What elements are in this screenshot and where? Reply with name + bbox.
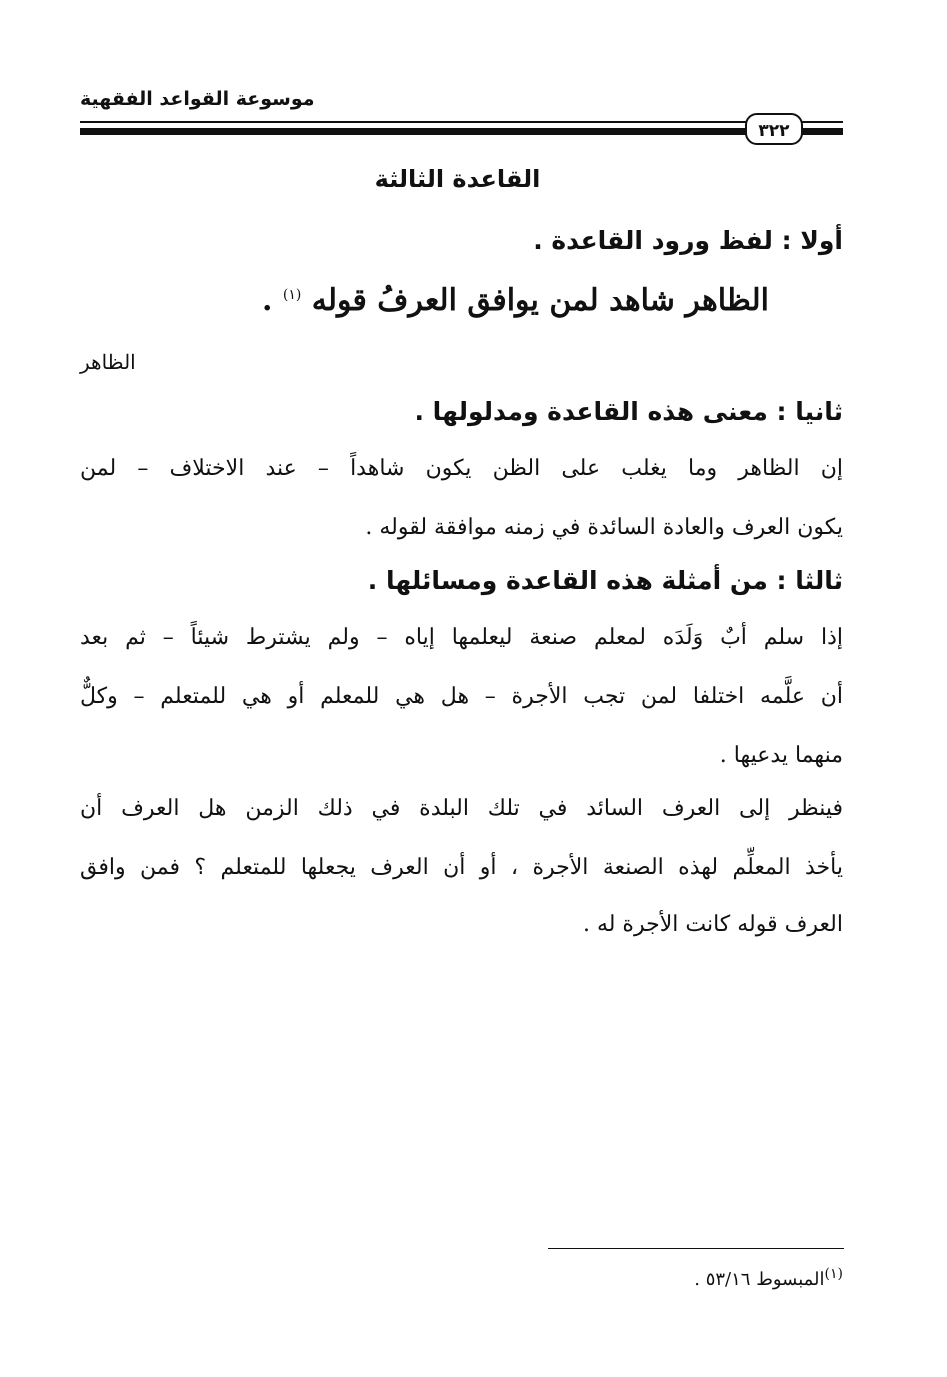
paragraph-line: يكون العرف والعادة السائدة في زمنه موافقة لقوله . xyxy=(365,515,843,540)
section-heading-second: ثانيا : معنى هذه القاعدة ومدلولها . xyxy=(414,397,843,426)
footnote xyxy=(694,1266,843,1290)
paragraph-line: إذا سلم أبٌ وَلَدَه لمعلم صنعة ليعلمها إياه – ولم يشترط شيئاً – ثم بعد xyxy=(80,625,843,650)
paragraph-line: فينظر إلى العرف السائد في تلك البلدة في ذلك الزمن هل العرف أن xyxy=(80,796,843,821)
rule-statement-text: الظاهر شاهد لمن يوافق العرفُ قوله xyxy=(311,283,769,318)
footnote-reference: (١) xyxy=(282,287,302,303)
paragraph-line: منهما يدعيها . xyxy=(719,743,843,768)
section-heading-third: ثالثا : من أمثلة هذه القاعدة ومسائلها . xyxy=(367,566,843,595)
side-word: الظاهر xyxy=(80,350,136,374)
footnote-text: المبسوط ٥٣/١٦ . xyxy=(694,1269,825,1290)
paragraph-line: يأخذ المعلِّم لهذه الصنعة الأجرة ، أو أن العرف يجعلها للمتعلم ؟ فمن وافق xyxy=(80,855,843,880)
footnote-separator xyxy=(548,1248,844,1249)
paragraph-line: العرف قوله كانت الأجرة له . xyxy=(582,912,843,937)
paragraph-line: أن علَّمه اختلفا لمن تجب الأجرة – هل هي للمعلم أو هي للمتعلم – وكلٌّ xyxy=(80,684,843,709)
footnote-mark: (١) xyxy=(824,1266,843,1282)
page-number: ٣٢٢ xyxy=(745,113,803,145)
rule-title: القاعدة الثالثة xyxy=(374,165,541,193)
paragraph-line: إن الظاهر وما يغلب على الظن يكون شاهداً – عند الاختلاف – لمن xyxy=(80,456,843,481)
rule-statement xyxy=(262,283,769,318)
section-heading-first: أولا : لفظ ورود القاعدة . xyxy=(533,226,843,255)
header-thin-rule xyxy=(80,121,843,123)
running-title: موسوعة القواعد الفقهية xyxy=(80,88,315,110)
header-thick-rule xyxy=(80,128,843,135)
rule-statement-end: . xyxy=(261,283,283,318)
